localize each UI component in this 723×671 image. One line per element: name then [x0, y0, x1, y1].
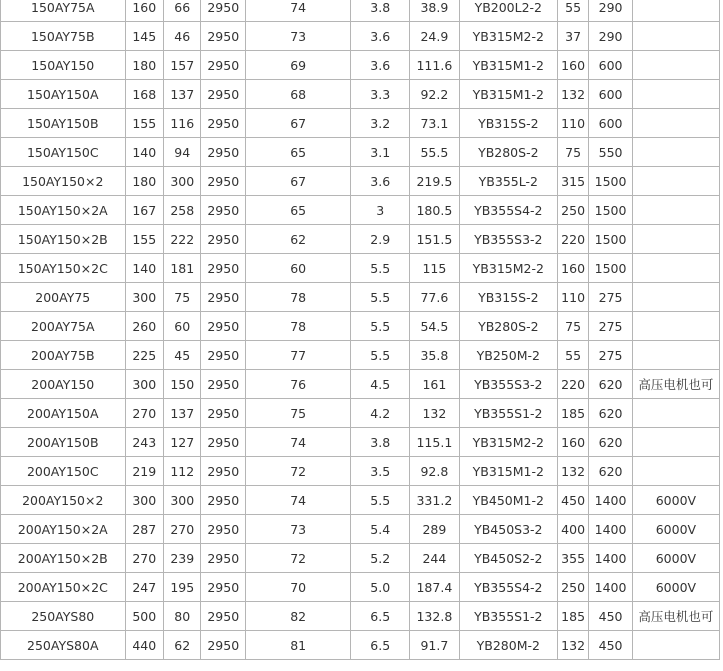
head-cell: 45: [164, 341, 201, 370]
speed-cell: 2950: [201, 196, 246, 225]
speed-cell: 2950: [201, 283, 246, 312]
flow-cell: 440: [125, 631, 163, 660]
model-cell: 150AY75A: [1, 0, 126, 22]
shaft-power-cell: 92.8: [410, 457, 460, 486]
motor-power-cell: 220: [557, 225, 588, 254]
head-cell: 62: [164, 631, 201, 660]
motor-power-cell: 185: [557, 602, 588, 631]
weight-cell: 620: [589, 399, 633, 428]
speed-cell: 2950: [201, 515, 246, 544]
flow-cell: 300: [125, 486, 163, 515]
note-cell: [632, 167, 719, 196]
motor-model-cell: YB450S3-2: [459, 515, 557, 544]
shaft-power-cell: 180.5: [410, 196, 460, 225]
npsh-cell: 2.9: [351, 225, 410, 254]
motor-model-cell: YB315M1-2: [459, 80, 557, 109]
motor-power-cell: 355: [557, 544, 588, 573]
weight-cell: 450: [589, 631, 633, 660]
head-cell: 80: [164, 602, 201, 631]
weight-cell: 1500: [589, 225, 633, 254]
motor-model-cell: YB355S4-2: [459, 573, 557, 602]
speed-cell: 2950: [201, 341, 246, 370]
note-cell: [632, 22, 719, 51]
npsh-cell: 4.5: [351, 370, 410, 399]
shaft-power-cell: 38.9: [410, 0, 460, 22]
efficiency-cell: 69: [246, 51, 351, 80]
motor-model-cell: YB450S2-2: [459, 544, 557, 573]
efficiency-cell: 73: [246, 22, 351, 51]
motor-model-cell: YB450M1-2: [459, 486, 557, 515]
table-row: [1, 283, 720, 312]
motor-model-cell: YB355S1-2: [459, 399, 557, 428]
motor-model-cell: YB280S-2: [459, 312, 557, 341]
motor-model-cell: YB315M1-2: [459, 457, 557, 486]
table-row: [1, 225, 720, 254]
note-cell: [632, 138, 719, 167]
model-cell: 150AY150×2C: [1, 254, 126, 283]
flow-cell: 225: [125, 341, 163, 370]
shaft-power-cell: 115: [410, 254, 460, 283]
weight-cell: 620: [589, 370, 633, 399]
motor-model-cell: YB355S3-2: [459, 225, 557, 254]
speed-cell: 2950: [201, 167, 246, 196]
efficiency-cell: 82: [246, 602, 351, 631]
head-cell: 270: [164, 515, 201, 544]
speed-cell: 2950: [201, 631, 246, 660]
table-row: [1, 486, 720, 515]
shaft-power-cell: 219.5: [410, 167, 460, 196]
head-cell: 258: [164, 196, 201, 225]
motor-power-cell: 315: [557, 167, 588, 196]
speed-cell: 2950: [201, 109, 246, 138]
note-cell: [632, 109, 719, 138]
flow-cell: 140: [125, 138, 163, 167]
npsh-cell: 3.8: [351, 0, 410, 22]
flow-cell: 300: [125, 370, 163, 399]
motor-power-cell: 450: [557, 486, 588, 515]
npsh-cell: 3.6: [351, 22, 410, 51]
model-cell: 200AY150×2: [1, 486, 126, 515]
speed-cell: 2950: [201, 254, 246, 283]
weight-cell: 275: [589, 341, 633, 370]
efficiency-cell: 78: [246, 283, 351, 312]
motor-model-cell: YB355S3-2: [459, 370, 557, 399]
motor-model-cell: YB280M-2: [459, 631, 557, 660]
head-cell: 137: [164, 399, 201, 428]
note-cell: 6000V: [632, 515, 719, 544]
table-row: [1, 167, 720, 196]
flow-cell: 287: [125, 515, 163, 544]
motor-power-cell: 400: [557, 515, 588, 544]
speed-cell: 2950: [201, 0, 246, 22]
flow-cell: 160: [125, 0, 163, 22]
note-cell: [632, 341, 719, 370]
motor-power-cell: 160: [557, 428, 588, 457]
flow-cell: 219: [125, 457, 163, 486]
motor-power-cell: 55: [557, 341, 588, 370]
head-cell: 66: [164, 0, 201, 22]
head-cell: 195: [164, 573, 201, 602]
shaft-power-cell: 187.4: [410, 573, 460, 602]
npsh-cell: 6.5: [351, 602, 410, 631]
speed-cell: 2950: [201, 486, 246, 515]
npsh-cell: 3: [351, 196, 410, 225]
head-cell: 300: [164, 486, 201, 515]
motor-model-cell: YB315S-2: [459, 283, 557, 312]
table-row: [1, 573, 720, 602]
shaft-power-cell: 115.1: [410, 428, 460, 457]
model-cell: 150AY150: [1, 51, 126, 80]
table-row: [1, 544, 720, 573]
note-cell: [632, 51, 719, 80]
note-cell: [632, 399, 719, 428]
shaft-power-cell: 289: [410, 515, 460, 544]
table-row: [1, 80, 720, 109]
head-cell: 46: [164, 22, 201, 51]
note-cell: [632, 312, 719, 341]
table-row: [1, 428, 720, 457]
model-cell: 150AY150×2B: [1, 225, 126, 254]
npsh-cell: 3.6: [351, 167, 410, 196]
table-row: [1, 109, 720, 138]
motor-power-cell: 55: [557, 0, 588, 22]
efficiency-cell: 65: [246, 196, 351, 225]
table-row: [1, 138, 720, 167]
table-body: [1, 0, 720, 660]
weight-cell: 1400: [589, 573, 633, 602]
shaft-power-cell: 55.5: [410, 138, 460, 167]
weight-cell: 1400: [589, 515, 633, 544]
model-cell: 150AY75B: [1, 22, 126, 51]
table-row: [1, 51, 720, 80]
flow-cell: 168: [125, 80, 163, 109]
model-cell: 200AY75A: [1, 312, 126, 341]
motor-power-cell: 132: [557, 631, 588, 660]
weight-cell: 275: [589, 283, 633, 312]
shaft-power-cell: 35.8: [410, 341, 460, 370]
weight-cell: 550: [589, 138, 633, 167]
table-row: [1, 515, 720, 544]
note-cell: [632, 225, 719, 254]
speed-cell: 2950: [201, 399, 246, 428]
motor-model-cell: YB315S-2: [459, 109, 557, 138]
head-cell: 60: [164, 312, 201, 341]
table-row: [1, 631, 720, 660]
head-cell: 137: [164, 80, 201, 109]
motor-power-cell: 160: [557, 254, 588, 283]
motor-model-cell: YB355S1-2: [459, 602, 557, 631]
motor-power-cell: 220: [557, 370, 588, 399]
model-cell: 200AY150C: [1, 457, 126, 486]
head-cell: 116: [164, 109, 201, 138]
shaft-power-cell: 77.6: [410, 283, 460, 312]
model-cell: 200AY150×2C: [1, 573, 126, 602]
motor-model-cell: YB355S4-2: [459, 196, 557, 225]
head-cell: 75: [164, 283, 201, 312]
shaft-power-cell: 132.8: [410, 602, 460, 631]
weight-cell: 450: [589, 602, 633, 631]
model-cell: 150AY150×2: [1, 167, 126, 196]
weight-cell: 275: [589, 312, 633, 341]
shaft-power-cell: 73.1: [410, 109, 460, 138]
weight-cell: 1500: [589, 254, 633, 283]
shaft-power-cell: 331.2: [410, 486, 460, 515]
shaft-power-cell: 92.2: [410, 80, 460, 109]
motor-model-cell: YB200L2-2: [459, 0, 557, 22]
shaft-power-cell: 161: [410, 370, 460, 399]
flow-cell: 145: [125, 22, 163, 51]
model-cell: 200AY75: [1, 283, 126, 312]
efficiency-cell: 73: [246, 515, 351, 544]
motor-power-cell: 37: [557, 22, 588, 51]
model-cell: 150AY150×2A: [1, 196, 126, 225]
efficiency-cell: 81: [246, 631, 351, 660]
table-row: [1, 0, 720, 22]
flow-cell: 243: [125, 428, 163, 457]
motor-model-cell: YB315M2-2: [459, 22, 557, 51]
npsh-cell: 3.3: [351, 80, 410, 109]
head-cell: 222: [164, 225, 201, 254]
npsh-cell: 4.2: [351, 399, 410, 428]
shaft-power-cell: 244: [410, 544, 460, 573]
speed-cell: 2950: [201, 225, 246, 254]
motor-model-cell: YB355L-2: [459, 167, 557, 196]
flow-cell: 180: [125, 167, 163, 196]
motor-power-cell: 160: [557, 51, 588, 80]
motor-model-cell: YB315M2-2: [459, 254, 557, 283]
note-cell: 6000V: [632, 544, 719, 573]
npsh-cell: 5.5: [351, 254, 410, 283]
flow-cell: 270: [125, 399, 163, 428]
model-cell: 250AYS80: [1, 602, 126, 631]
motor-model-cell: YB250M-2: [459, 341, 557, 370]
flow-cell: 300: [125, 283, 163, 312]
model-cell: 150AY150B: [1, 109, 126, 138]
flow-cell: 247: [125, 573, 163, 602]
speed-cell: 2950: [201, 457, 246, 486]
note-cell: [632, 0, 719, 22]
npsh-cell: 3.8: [351, 428, 410, 457]
table-row: [1, 602, 720, 631]
weight-cell: 1400: [589, 486, 633, 515]
shaft-power-cell: 54.5: [410, 312, 460, 341]
speed-cell: 2950: [201, 573, 246, 602]
motor-model-cell: YB315M1-2: [459, 51, 557, 80]
note-cell: [632, 631, 719, 660]
model-cell: 250AYS80A: [1, 631, 126, 660]
model-cell: 200AY150×2A: [1, 515, 126, 544]
npsh-cell: 5.0: [351, 573, 410, 602]
weight-cell: 620: [589, 457, 633, 486]
note-cell: [632, 80, 719, 109]
note-cell: [632, 428, 719, 457]
speed-cell: 2950: [201, 428, 246, 457]
efficiency-cell: 75: [246, 399, 351, 428]
weight-cell: 600: [589, 80, 633, 109]
motor-power-cell: 250: [557, 196, 588, 225]
motor-power-cell: 185: [557, 399, 588, 428]
flow-cell: 270: [125, 544, 163, 573]
head-cell: 127: [164, 428, 201, 457]
flow-cell: 155: [125, 109, 163, 138]
motor-power-cell: 132: [557, 80, 588, 109]
flow-cell: 155: [125, 225, 163, 254]
model-cell: 200AY150: [1, 370, 126, 399]
efficiency-cell: 76: [246, 370, 351, 399]
head-cell: 181: [164, 254, 201, 283]
flow-cell: 167: [125, 196, 163, 225]
efficiency-cell: 72: [246, 544, 351, 573]
note-cell: 高压电机也可: [632, 602, 719, 631]
weight-cell: 1500: [589, 167, 633, 196]
efficiency-cell: 68: [246, 80, 351, 109]
speed-cell: 2950: [201, 602, 246, 631]
weight-cell: 290: [589, 22, 633, 51]
model-cell: 150AY150C: [1, 138, 126, 167]
motor-power-cell: 75: [557, 312, 588, 341]
note-cell: 6000V: [632, 573, 719, 602]
weight-cell: 600: [589, 109, 633, 138]
npsh-cell: 5.5: [351, 283, 410, 312]
efficiency-cell: 60: [246, 254, 351, 283]
note-cell: [632, 196, 719, 225]
shaft-power-cell: 24.9: [410, 22, 460, 51]
npsh-cell: 5.5: [351, 312, 410, 341]
npsh-cell: 5.5: [351, 341, 410, 370]
head-cell: 300: [164, 167, 201, 196]
motor-model-cell: YB280S-2: [459, 138, 557, 167]
note-cell: [632, 283, 719, 312]
model-cell: 200AY150A: [1, 399, 126, 428]
efficiency-cell: 74: [246, 486, 351, 515]
table-row: [1, 312, 720, 341]
speed-cell: 2950: [201, 544, 246, 573]
weight-cell: 1500: [589, 196, 633, 225]
motor-power-cell: 132: [557, 457, 588, 486]
head-cell: 150: [164, 370, 201, 399]
motor-power-cell: 250: [557, 573, 588, 602]
efficiency-cell: 78: [246, 312, 351, 341]
shaft-power-cell: 111.6: [410, 51, 460, 80]
efficiency-cell: 77: [246, 341, 351, 370]
table-row: [1, 341, 720, 370]
flow-cell: 180: [125, 51, 163, 80]
speed-cell: 2950: [201, 51, 246, 80]
table-row: [1, 22, 720, 51]
head-cell: 157: [164, 51, 201, 80]
motor-power-cell: 110: [557, 109, 588, 138]
npsh-cell: 3.6: [351, 51, 410, 80]
head-cell: 112: [164, 457, 201, 486]
weight-cell: 290: [589, 0, 633, 22]
speed-cell: 2950: [201, 80, 246, 109]
efficiency-cell: 62: [246, 225, 351, 254]
motor-power-cell: 110: [557, 283, 588, 312]
note-cell: [632, 254, 719, 283]
efficiency-cell: 74: [246, 428, 351, 457]
head-cell: 94: [164, 138, 201, 167]
efficiency-cell: 72: [246, 457, 351, 486]
npsh-cell: 3.1: [351, 138, 410, 167]
npsh-cell: 3.5: [351, 457, 410, 486]
shaft-power-cell: 151.5: [410, 225, 460, 254]
npsh-cell: 5.5: [351, 486, 410, 515]
note-cell: 6000V: [632, 486, 719, 515]
speed-cell: 2950: [201, 312, 246, 341]
model-cell: 150AY150A: [1, 80, 126, 109]
motor-model-cell: YB315M2-2: [459, 428, 557, 457]
npsh-cell: 5.2: [351, 544, 410, 573]
npsh-cell: 6.5: [351, 631, 410, 660]
model-cell: 200AY75B: [1, 341, 126, 370]
weight-cell: 1400: [589, 544, 633, 573]
table-row: [1, 399, 720, 428]
efficiency-cell: 67: [246, 109, 351, 138]
shaft-power-cell: 91.7: [410, 631, 460, 660]
shaft-power-cell: 132: [410, 399, 460, 428]
table-row: [1, 370, 720, 399]
model-cell: 200AY150B: [1, 428, 126, 457]
npsh-cell: 5.4: [351, 515, 410, 544]
efficiency-cell: 74: [246, 0, 351, 22]
speed-cell: 2950: [201, 138, 246, 167]
speed-cell: 2950: [201, 370, 246, 399]
flow-cell: 500: [125, 602, 163, 631]
efficiency-cell: 70: [246, 573, 351, 602]
motor-power-cell: 75: [557, 138, 588, 167]
table-row: [1, 457, 720, 486]
weight-cell: 620: [589, 428, 633, 457]
efficiency-cell: 65: [246, 138, 351, 167]
table-row: [1, 254, 720, 283]
npsh-cell: 3.2: [351, 109, 410, 138]
table-row: [1, 196, 720, 225]
weight-cell: 600: [589, 51, 633, 80]
flow-cell: 140: [125, 254, 163, 283]
speed-cell: 2950: [201, 22, 246, 51]
model-cell: 200AY150×2B: [1, 544, 126, 573]
note-cell: [632, 457, 719, 486]
note-cell: 高压电机也可: [632, 370, 719, 399]
head-cell: 239: [164, 544, 201, 573]
flow-cell: 260: [125, 312, 163, 341]
efficiency-cell: 67: [246, 167, 351, 196]
